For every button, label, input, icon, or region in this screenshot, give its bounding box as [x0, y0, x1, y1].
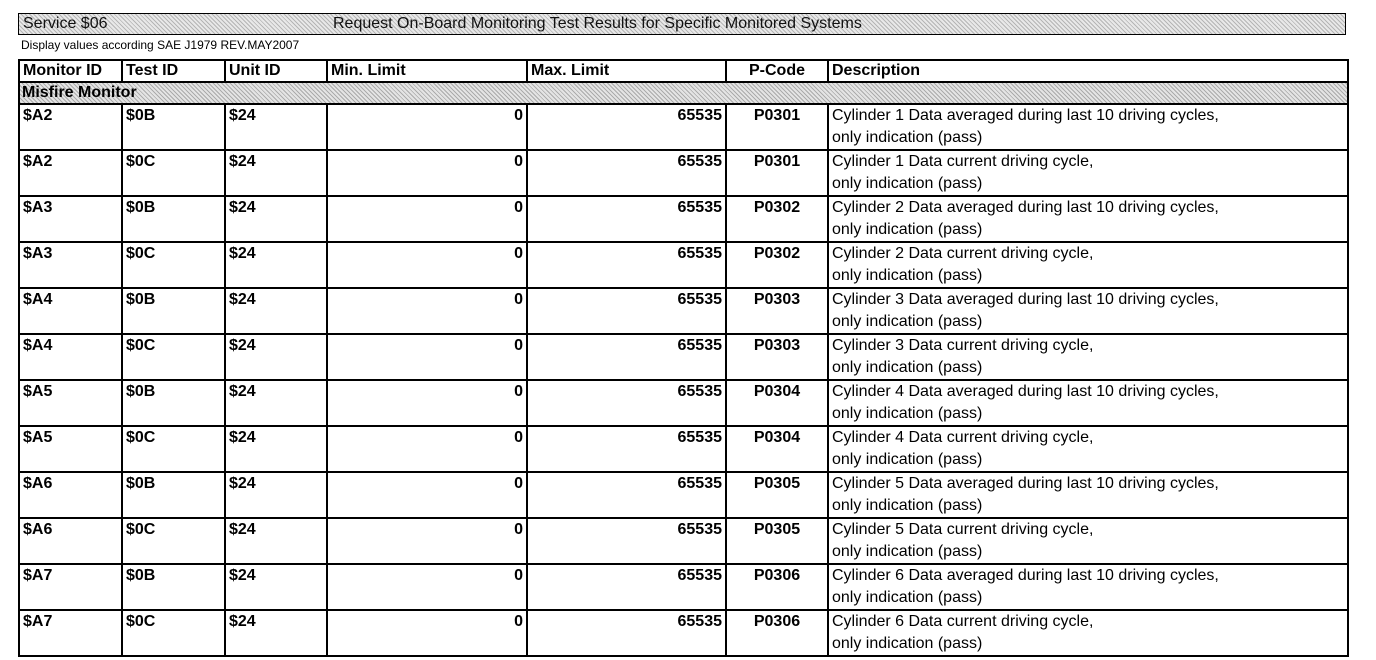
description-line: Cylinder 2 Data averaged during last 10 driving cycles,	[832, 199, 1219, 216]
description-line: Cylinder 6 Data current driving cycle,	[832, 613, 1094, 630]
p-code-cell: P0306	[726, 610, 828, 656]
test-id-cell: $0B	[122, 104, 225, 150]
description-cell	[828, 288, 1348, 334]
table-row	[19, 380, 1348, 426]
subtitle: Display values according SAE J1979 REV.MAY2007	[21, 38, 300, 52]
description-line: only indication (pass)	[832, 267, 983, 284]
monitor-id-cell: $A4	[19, 334, 122, 380]
p-code-cell: P0305	[726, 472, 828, 518]
p-code-cell: P0305	[726, 518, 828, 564]
test-id-cell: $0C	[122, 426, 225, 472]
max-limit-cell: 65535	[527, 472, 726, 518]
unit-id-cell: $24	[225, 426, 327, 472]
header-row	[19, 60, 1348, 82]
description-line: only indication (pass)	[832, 543, 983, 560]
p-code-cell: P0301	[726, 150, 828, 196]
description-line: Cylinder 5 Data averaged during last 10 driving cycles,	[832, 475, 1219, 492]
col-header-max-limit: Max. Limit	[527, 60, 726, 82]
description-cell	[828, 426, 1348, 472]
max-limit-cell: 65535	[527, 564, 726, 610]
unit-id-cell: $24	[225, 472, 327, 518]
description-cell	[828, 334, 1348, 380]
test-id-cell: $0C	[122, 334, 225, 380]
description-line: Cylinder 4 Data averaged during last 10 driving cycles,	[832, 383, 1219, 400]
group-label: Misfire Monitor	[19, 82, 1348, 104]
test-id-cell: $0B	[122, 288, 225, 334]
p-code-cell: P0303	[726, 334, 828, 380]
table-row	[19, 242, 1348, 288]
min-limit-cell: 0	[327, 518, 527, 564]
monitor-id-cell: $A2	[19, 150, 122, 196]
description-cell	[828, 472, 1348, 518]
monitor-id-cell: $A5	[19, 426, 122, 472]
unit-id-cell: $24	[225, 104, 327, 150]
description-line: Cylinder 1 Data current driving cycle,	[832, 153, 1094, 170]
unit-id-cell: $24	[225, 334, 327, 380]
max-limit-cell: 65535	[527, 610, 726, 656]
description-line: only indication (pass)	[832, 405, 983, 422]
table-row	[19, 104, 1348, 150]
description-line: Cylinder 6 Data averaged during last 10 driving cycles,	[832, 567, 1219, 584]
table-row	[19, 610, 1348, 656]
max-limit-cell: 65535	[527, 518, 726, 564]
monitor-id-cell: $A6	[19, 472, 122, 518]
min-limit-cell: 0	[327, 564, 527, 610]
col-header-unit-id: Unit ID	[225, 60, 327, 82]
max-limit-cell: 65535	[527, 334, 726, 380]
min-limit-cell: 0	[327, 242, 527, 288]
description-cell	[828, 196, 1348, 242]
max-limit-cell: 65535	[527, 426, 726, 472]
max-limit-cell: 65535	[527, 288, 726, 334]
report-title: Request On-Board Monitoring Test Results for Specific Monitored Systems	[333, 15, 862, 32]
col-header-description: Description	[828, 60, 1348, 82]
description-line: Cylinder 2 Data current driving cycle,	[832, 245, 1094, 262]
test-id-cell: $0C	[122, 150, 225, 196]
service-label: Service $06	[23, 15, 108, 32]
description-line: only indication (pass)	[832, 359, 983, 376]
table-row	[19, 426, 1348, 472]
description-cell	[828, 150, 1348, 196]
monitor-id-cell: $A7	[19, 610, 122, 656]
min-limit-cell: 0	[327, 472, 527, 518]
unit-id-cell: $24	[225, 518, 327, 564]
table-row	[19, 288, 1348, 334]
p-code-cell: P0304	[726, 426, 828, 472]
unit-id-cell: $24	[225, 150, 327, 196]
test-id-cell: $0B	[122, 380, 225, 426]
title-bar	[18, 13, 1346, 35]
max-limit-cell: 65535	[527, 380, 726, 426]
max-limit-cell: 65535	[527, 242, 726, 288]
min-limit-cell: 0	[327, 196, 527, 242]
min-limit-cell: 0	[327, 380, 527, 426]
unit-id-cell: $24	[225, 196, 327, 242]
unit-id-cell: $24	[225, 610, 327, 656]
unit-id-cell: $24	[225, 380, 327, 426]
description-line: only indication (pass)	[832, 313, 983, 330]
description-cell	[828, 518, 1348, 564]
description-line: only indication (pass)	[832, 589, 983, 606]
max-limit-cell: 65535	[527, 104, 726, 150]
description-line: only indication (pass)	[832, 129, 983, 146]
group-row	[19, 82, 1348, 104]
monitor-id-cell: $A6	[19, 518, 122, 564]
p-code-cell: P0306	[726, 564, 828, 610]
description-line: Cylinder 3 Data averaged during last 10 driving cycles,	[832, 291, 1219, 308]
min-limit-cell: 0	[327, 610, 527, 656]
description-line: only indication (pass)	[832, 635, 983, 652]
table-row	[19, 518, 1348, 564]
description-line: only indication (pass)	[832, 221, 983, 238]
table-row	[19, 196, 1348, 242]
min-limit-cell: 0	[327, 334, 527, 380]
min-limit-cell: 0	[327, 104, 527, 150]
test-id-cell: $0B	[122, 564, 225, 610]
max-limit-cell: 65535	[527, 150, 726, 196]
unit-id-cell: $24	[225, 564, 327, 610]
table-row	[19, 334, 1348, 380]
description-line: Cylinder 5 Data current driving cycle,	[832, 521, 1094, 538]
p-code-cell: P0301	[726, 104, 828, 150]
description-line: only indication (pass)	[832, 497, 983, 514]
test-id-cell: $0B	[122, 472, 225, 518]
col-header-min-limit: Min. Limit	[327, 60, 527, 82]
table-row	[19, 564, 1348, 610]
description-line: only indication (pass)	[832, 451, 983, 468]
p-code-cell: P0302	[726, 242, 828, 288]
table-row	[19, 472, 1348, 518]
monitor-id-cell: $A3	[19, 242, 122, 288]
description-cell	[828, 564, 1348, 610]
min-limit-cell: 0	[327, 288, 527, 334]
monitor-id-cell: $A2	[19, 104, 122, 150]
min-limit-cell: 0	[327, 150, 527, 196]
p-code-cell: P0302	[726, 196, 828, 242]
unit-id-cell: $24	[225, 288, 327, 334]
unit-id-cell: $24	[225, 242, 327, 288]
description-line: Cylinder 1 Data averaged during last 10 driving cycles,	[832, 107, 1219, 124]
monitor-id-cell: $A3	[19, 196, 122, 242]
test-id-cell: $0C	[122, 242, 225, 288]
test-id-cell: $0C	[122, 610, 225, 656]
p-code-cell: P0304	[726, 380, 828, 426]
test-id-cell: $0B	[122, 196, 225, 242]
min-limit-cell: 0	[327, 426, 527, 472]
description-line: Cylinder 3 Data current driving cycle,	[832, 337, 1094, 354]
description-cell	[828, 380, 1348, 426]
col-header-monitor-id: Monitor ID	[19, 60, 122, 82]
monitor-id-cell: $A5	[19, 380, 122, 426]
results-table	[18, 59, 1349, 657]
col-header-p-code: P-Code	[726, 60, 828, 82]
description-line: Cylinder 4 Data current driving cycle,	[832, 429, 1094, 446]
monitor-id-cell: $A4	[19, 288, 122, 334]
description-cell	[828, 242, 1348, 288]
description-cell	[828, 610, 1348, 656]
description-cell	[828, 104, 1348, 150]
col-header-test-id: Test ID	[122, 60, 225, 82]
test-id-cell: $0C	[122, 518, 225, 564]
p-code-cell: P0303	[726, 288, 828, 334]
description-line: only indication (pass)	[832, 175, 983, 192]
max-limit-cell: 65535	[527, 196, 726, 242]
monitor-id-cell: $A7	[19, 564, 122, 610]
table-row	[19, 150, 1348, 196]
